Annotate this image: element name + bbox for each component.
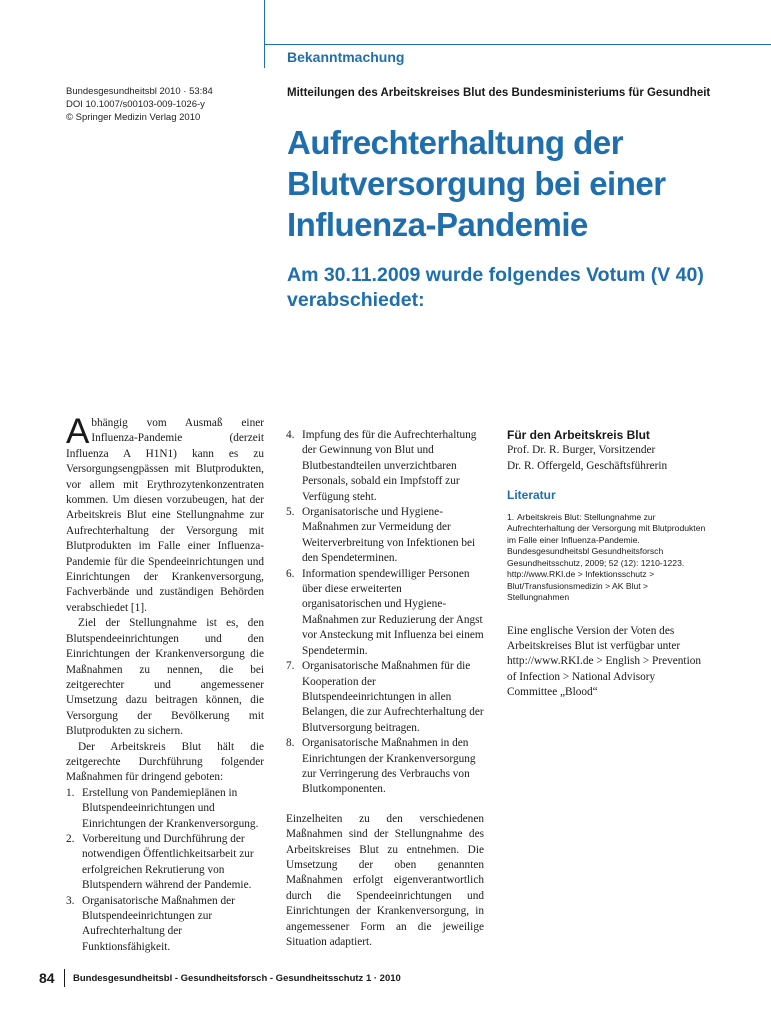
header-horizontal-rule bbox=[264, 44, 771, 45]
list-item bbox=[66, 832, 264, 894]
footer-journal-line: Bundesgesundheitsbl - Gesundheitsforsch - Gesundheitsschutz 1 · 2010 bbox=[73, 973, 401, 984]
page-number: 84 bbox=[39, 970, 55, 986]
column-1 bbox=[66, 412, 264, 955]
list-item-text: Organisatorische Maßnahmen für die Kooperation der Blutspendeeinrichtungen in allen Belangen, die zur Aufrechterhaltung der Blutversorgung beitragen. bbox=[302, 660, 484, 734]
list-item-text: Organisatorische Maßnahmen in den Einrichtungen der Krankenversorgung zur Verringerung des Verbrauchs von Blutkomponenten. bbox=[302, 737, 476, 796]
meta-copyright: © Springer Medizin Verlag 2010 bbox=[66, 112, 201, 123]
list-item-number: 8. bbox=[286, 737, 295, 750]
list-item bbox=[286, 567, 484, 659]
list-item bbox=[66, 786, 264, 832]
reference-text: Arbeitskreis Blut: Stellungnahme zur Aufrechterhaltung der Versorgung mit Blutprodukten im Falle einer Influenza-Pandemie. Bundesgesundheitsbl Gesundheitsforsch Gesundheitsschutz, 2009; 52 (12): 1210-1223. http://www.RKI.de > Infektionsschutz > Blut/Transfusionsmedizin > AK Blut > Stellungnahmen bbox=[507, 511, 706, 603]
meta-doi: DOI 10.1007/s00103-009-1026-y bbox=[66, 99, 205, 110]
paragraph-measures-intro: Der Arbeitskreis Blut hält die zeitgerechte Durchführung folgender Maßnahmen für dringend geboten: bbox=[66, 740, 264, 784]
list-item-number: 6. bbox=[286, 567, 295, 580]
column-2 bbox=[286, 428, 484, 950]
list-item-text: Impfung des für die Aufrechterhaltung der Gewinnung von Blut und Blutbestandteilen unverzichtbaren Personals, sobald ein Impfstoff zur Verfügung steht. bbox=[302, 429, 477, 503]
column-3 bbox=[507, 428, 707, 701]
signer-secretary: Dr. R. Offergeld, Geschäftsführerin bbox=[507, 459, 668, 472]
list-item bbox=[286, 736, 484, 798]
list-item-text: Information spendewilliger Personen über diese erweiterten organisatorischen und Hygiene-Maßnahmen zur Reduzierung der Angst vor Ansteckung mit Influenza bei einem Spendetermin. bbox=[302, 567, 484, 657]
list-item-number: 1. bbox=[66, 786, 75, 799]
list-item-number: 4. bbox=[286, 429, 295, 441]
article-subtitle: Am 30.11.2009 wurde folgendes Votum (V 40) verabschiedet: bbox=[287, 264, 704, 311]
rubric-label: Bekanntmachung bbox=[287, 49, 405, 65]
signature-heading: Für den Arbeitskreis Blut bbox=[507, 428, 650, 442]
intro-text: bhängig vom Ausmaß einer Influenza-Pandemie (derzeit Influenza A H1N1) kann es zu Versorgungsengpässen mit Blutprodukten, vor allem mit Erythrozytenkonzentraten kommen. Um diesen vorzubeugen, hat der Arbeitskreis Blut eine Stellungnahme zur Aufrechterhaltung der Versorgung mit Blutprodukten im Falle einer Influenza-Pandemie für die Spendeeinrichtungen und Einrichtungen der Krankenversorgung, Fachverbände und zuständigen Behörden verabschiedet [1]. bbox=[66, 417, 264, 614]
article-title: Aufrechterhaltung der Blutversorgung bei einer Influenza-Pandemie bbox=[287, 124, 666, 243]
english-version-note: Eine englische Version der Voten des Arbeitskreises Blut ist verfügbar unter http://www.RKI.de > English > Prevention of Infection > National Advisory Committee „Blood“ bbox=[507, 624, 701, 699]
reference-number: 1. bbox=[507, 511, 515, 522]
list-item-number: 5. bbox=[286, 506, 295, 519]
drop-cap: A bbox=[66, 412, 90, 451]
list-item bbox=[286, 659, 484, 736]
list-item bbox=[286, 505, 484, 567]
list-item-text: Erstellung von Pandemieplänen in Blutspendeeinrichtungen und Einrichtungen der Krankenversorgung. bbox=[82, 786, 259, 830]
list-item bbox=[66, 894, 264, 956]
header-vertical-rule bbox=[264, 0, 265, 68]
series-subhead: Mitteilungen des Arbeitskreises Blut des Bundesministeriums für Gesundheit bbox=[287, 87, 711, 99]
list-item-number: 3. bbox=[66, 894, 75, 907]
measures-list-part2 bbox=[286, 428, 484, 798]
paragraph-goal: Ziel der Stellungnahme ist es, den Blutspendeeinrichtungen und den Einrichtungen der Krankenversorgung die Maßnahmen zu nennen, die bei zeitgerechter und angemessener Umsetzung dazu beitragen können, die Versorgung der Bevölkerung mit Blutprodukten zu sichern. bbox=[66, 617, 264, 738]
reference-item bbox=[507, 512, 707, 604]
intro-paragraph bbox=[66, 412, 264, 616]
citation-meta bbox=[66, 85, 213, 124]
list-item-text: Organisatorische und Hygiene-Maßnahmen zur Vermeidung der Weiterverbreitung von Infektionen bei den Spendeterminen. bbox=[302, 506, 476, 565]
signer-chair: Prof. Dr. R. Burger, Vorsitzender bbox=[507, 444, 656, 457]
list-item-text: Vorbereitung und Durchführung der notwendigen Öffentlichkeitsarbeit zur erfolgreichen Rekrutierung von Blutspendern während der Pandemie. bbox=[82, 832, 254, 892]
measures-list-part1 bbox=[66, 786, 264, 955]
paragraph-details: Einzelheiten zu den verschiedenen Maßnahmen sind der Stellungnahme des Arbeitskreises Blut zu entnehmen. Die Umsetzung der oben genannten Maßnahmen erfolgt eigenverantwortlich durch die Spendeeinrichtungen und Einrichtungen der Krankenversorgung, in angemessener Form an die jeweilige Situation adaptiert. bbox=[286, 812, 484, 948]
footer-separator bbox=[64, 969, 65, 987]
list-item bbox=[286, 428, 484, 505]
meta-journal: Bundesgesundheitsbl 2010 · 53:84 bbox=[66, 86, 213, 97]
list-item-number: 2. bbox=[66, 832, 75, 845]
literatur-heading: Literatur bbox=[507, 488, 556, 503]
list-item-number: 7. bbox=[286, 660, 295, 673]
list-item-text: Organisatorische Maßnahmen der Blutspendeeinrichtungen zur Aufrechterhaltung der Funktionsfähigkeit. bbox=[82, 894, 235, 953]
